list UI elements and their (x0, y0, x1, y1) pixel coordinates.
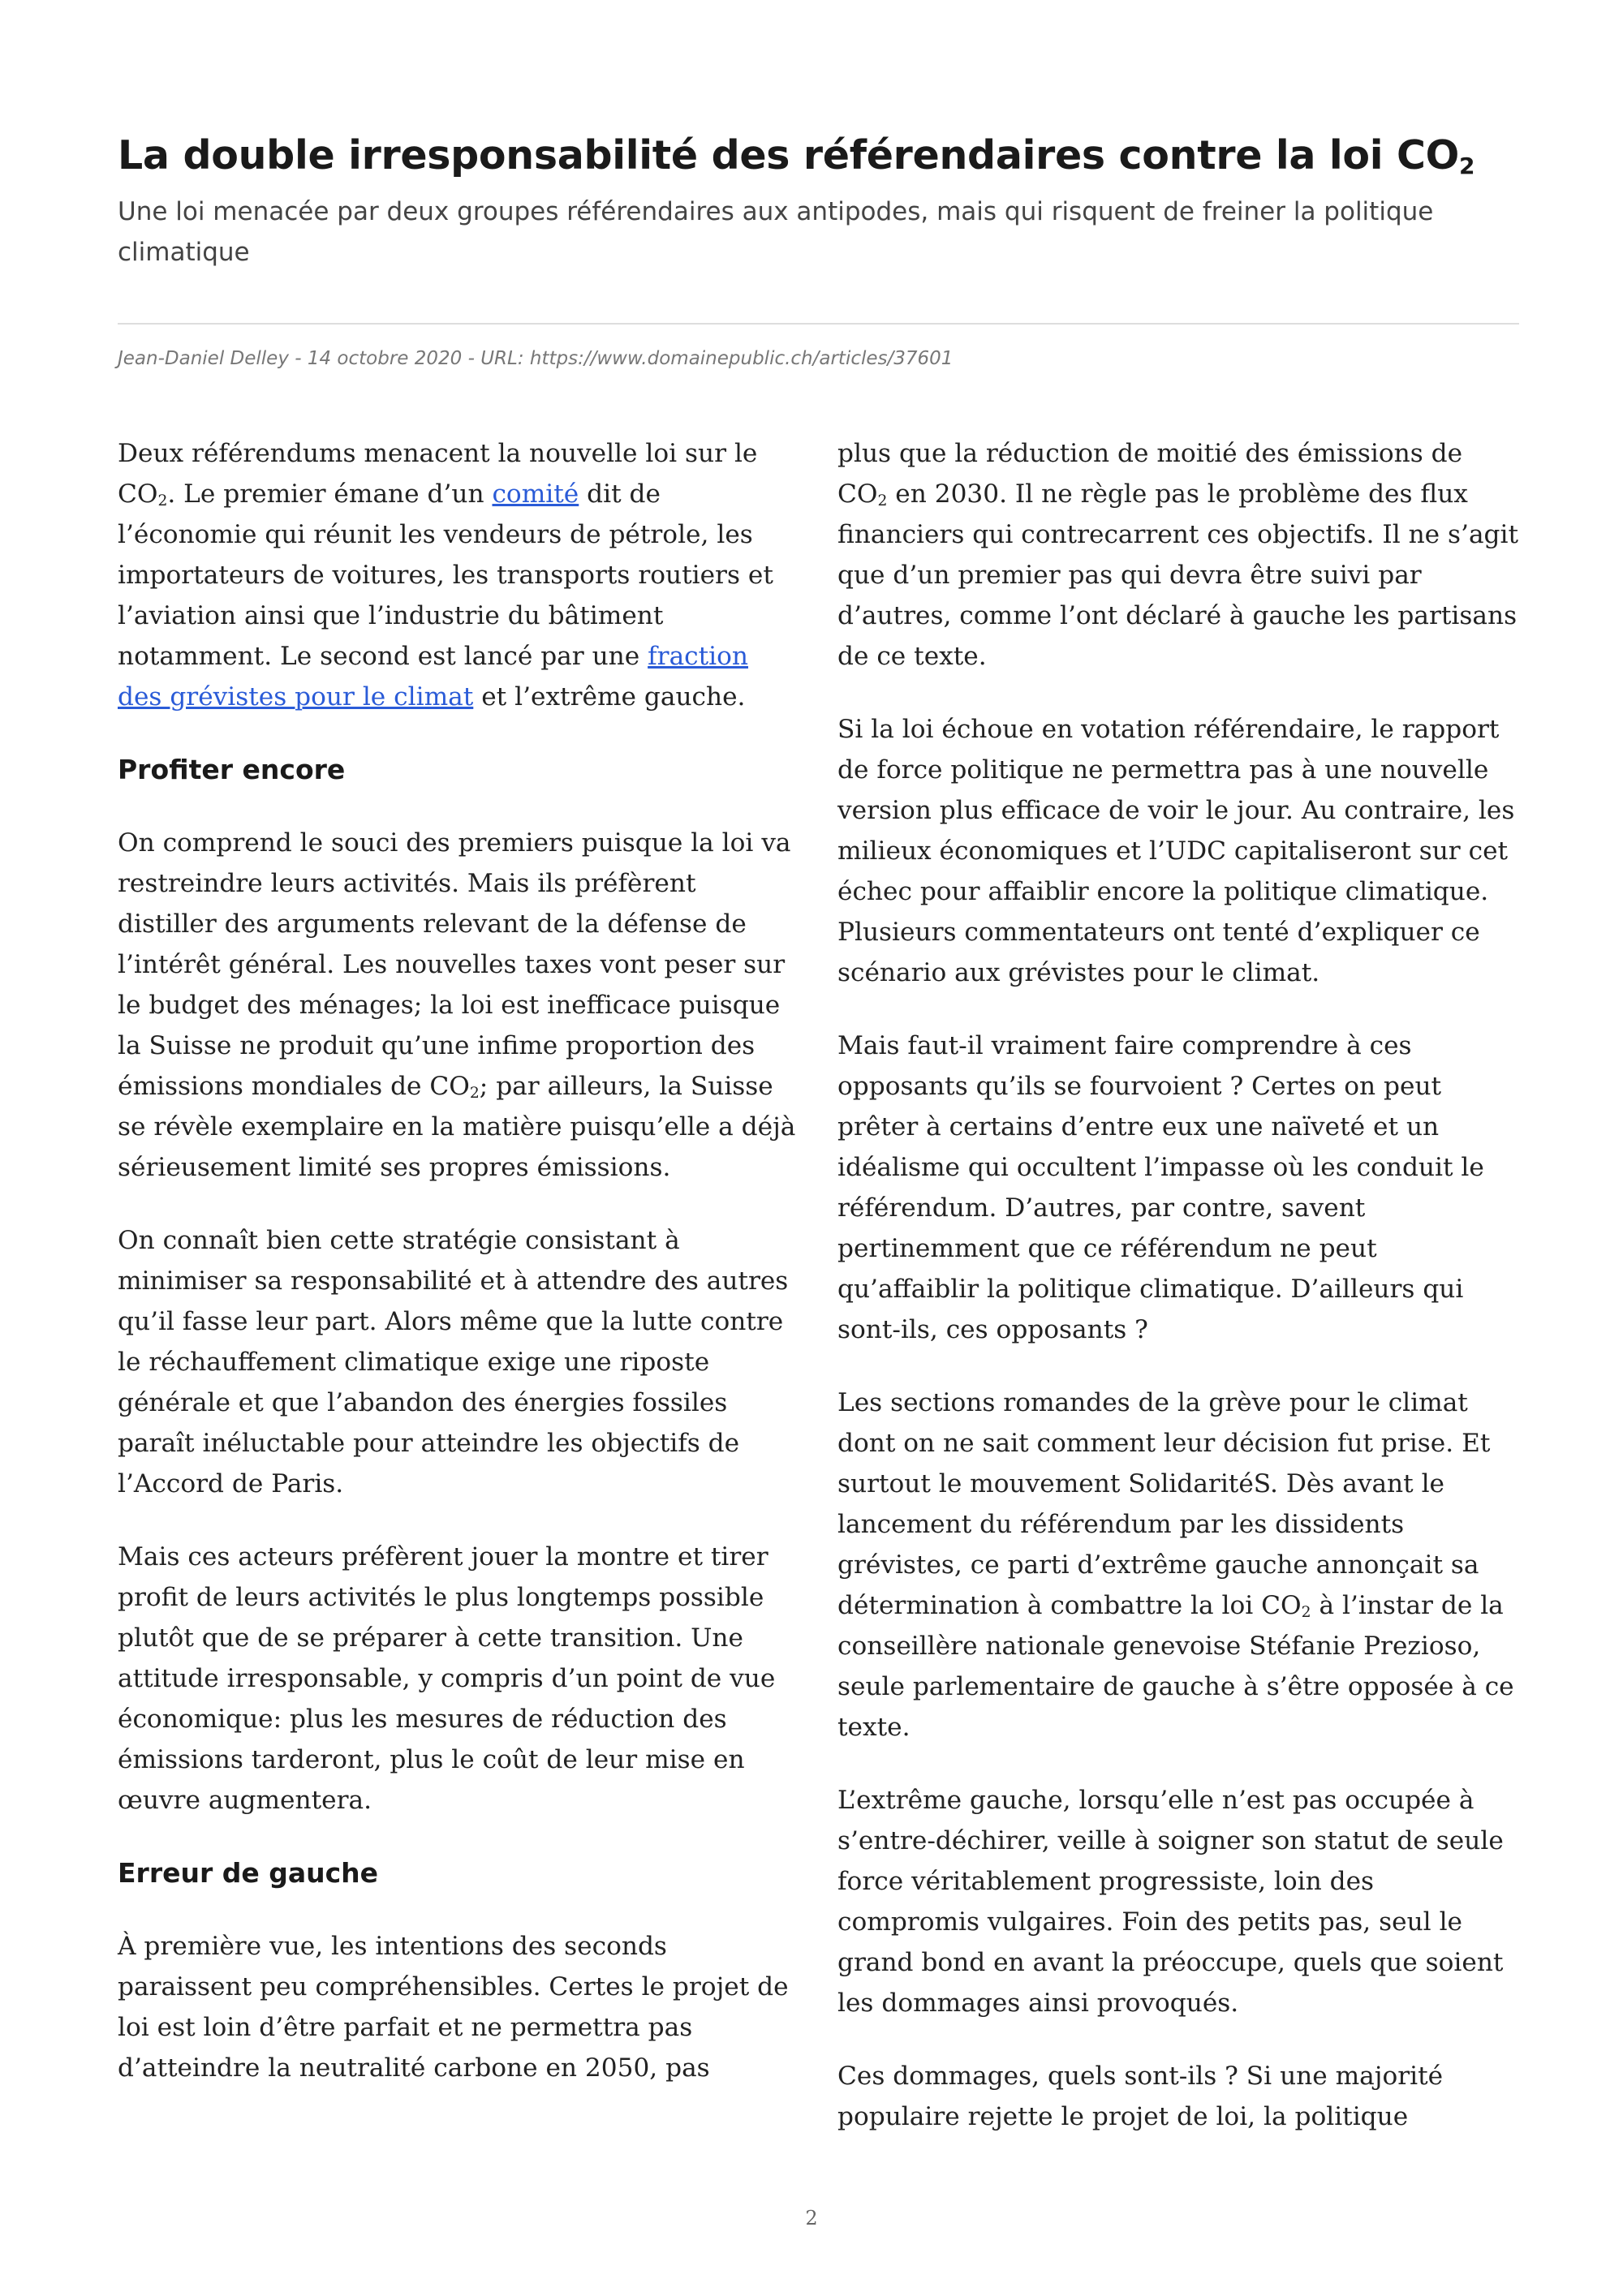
fraction-grevistes-link[interactable]: fraction des grévistes pour le climat (118, 642, 749, 712)
comite-link[interactable]: comité (492, 479, 579, 509)
paragraph: Mais faut-il vraiment faire comprendre à ces opposants qu’ils se fourvoient ? Certes on peut prêter à certains d’entre eux une naïveté et un idéalisme qui occultent l’impasse où les conduit le référendum. D’autres, par contre, savent pertinemment que ce référendum ne peut qu’affaiblir la politique climatique. D’ailleurs qui sont-ils, ces opposants ? (837, 1031, 1484, 1344)
text-run: plus que la réduction de moitié des émissions de CO (837, 439, 1463, 509)
article-title-subscript: 2 (1459, 153, 1475, 179)
paragraph: Ces dommages, quels sont-ils ? Si une majorité populaire rejette le projet de loi, la politique (837, 2062, 1444, 2131)
text-run: à l’instar de la conseillère nationale genevoise Stéfanie Prezioso, seule parlementaire de gauche à s’être opposée à ce texte. (837, 1591, 1514, 1742)
text-run: ; par ailleurs, la Suisse se révèle exemplaire en la matière puisqu’elle a déjà sérieusement limité ses propres émissions. (118, 1072, 796, 1182)
text-run: On comprend le souci des premiers puisque la loi va restreindre leurs activités. Mais ils préfèrent distiller des arguments relevant de la défense de l’intérêt général. Les nouvelles taxes vont peser sur le budget des ménages; la loi est inefficace puisque la Suisse ne produit qu’une infime proportion des émissions mondiales de CO (118, 828, 791, 1101)
article-byline: Jean-Daniel Delley - 14 octobre 2020 - URL: https://www.domainepublic.ch/articles/37601 (118, 348, 954, 369)
paragraph (837, 433, 1519, 677)
article-header (118, 130, 1519, 273)
left-column (118, 433, 799, 2121)
article-subtitle: Une loi menacée par deux groupes référendaires aux antipodes, mais qui risquent de freiner la politique climatique (118, 197, 1434, 267)
text-run: Les sections romandes de la grève pour le climat dont on ne sait comment leur décision fut prise. Et surtout le mouvement SolidaritéS. Dès avant le lancement du référendum par les dissidents grévistes, ce parti d’extrême gauche annonçait sa détermination à combattre la loi CO (837, 1388, 1491, 1620)
page-number: 2 (805, 2207, 818, 2229)
section-heading-profiter-encore: Profiter encore (118, 754, 346, 785)
article-title-text: La double irresponsabilité des référendaires contre la loi CO (118, 132, 1460, 178)
paragraph: L’extrême gauche, lorsqu’elle n’est pas occupée à s’entre-déchirer, veille à soigner son statut de seule force véritablement progressiste, loin des compromis vulgaires. Foin des petits pas, seul le grand bond en avant la préoccupe, quels que soient les dommages ainsi provoqués. (837, 1786, 1504, 2018)
text-run: et l’extrême gauche. (473, 682, 746, 712)
text-run: Deux référendums menacent la nouvelle loi sur le CO (118, 439, 758, 509)
paragraph (837, 1382, 1519, 1748)
subscript: 2 (157, 492, 168, 510)
paragraph (118, 433, 799, 717)
paragraph (118, 823, 799, 1188)
paragraph: Mais ces acteurs préfèrent jouer la montre et tirer profit de leurs activités le plus longtemps possible plutôt que de se préparer à cette transition. Une attitude irresponsable, y compris d’un point de vue économique: plus les mesures de réduction des émissions tarderont, plus le coût de leur mise en œuvre augmentera. (118, 1542, 776, 1815)
paragraph: On connaît bien cette stratégie consistant à minimiser sa responsabilité et à attendre des autres qu’il fasse leur part. Alors même que la lutte contre le réchauffement climatique exige une riposte générale et que l’abandon des énergies fossiles paraît inéluctable pour atteindre les objectifs de l’Accord de Paris. (118, 1226, 789, 1498)
article-title (118, 130, 1519, 182)
text-run: dit de l’économie qui réunit les vendeurs de pétrole, les importateurs de voitures, les transports routiers et l’aviation ainsi que l’industrie du bâtiment notamment. Le second est lancé par une (118, 479, 773, 671)
section-heading-erreur-de-gauche: Erreur de gauche (118, 1857, 379, 1889)
paragraph: Si la loi échoue en votation référendaire, le rapport de force politique ne permettra pas à une nouvelle version plus efficace de voir le jour. Au contraire, les milieux économiques et l’UDC capitaliseront sur cet échec pour affaiblir encore la politique climatique. Plusieurs commentateurs ont tenté d’expliquer ce scénario aux grévistes pour le climat. (837, 715, 1515, 987)
text-run: . Le premier émane d’un (167, 479, 493, 509)
subscript: 2 (1301, 1604, 1311, 1621)
subscript: 2 (469, 1085, 480, 1102)
right-column (837, 433, 1519, 2169)
subscript: 2 (877, 492, 888, 510)
paragraph: À première vue, les intentions des seconds paraissent peu compréhensibles. Certes le projet de loi est loin d’être parfait et ne permettra pas d’atteindre la neutralité carbone en 2050, pas (118, 1932, 789, 2083)
text-run: en 2030. Il ne règle pas le problème des flux financiers qui contrecarrent ces objectifs. Il ne s’agit que d’un premier pas qui devra être suivi par d’autres, comme l’ont déclaré à gauche les partisans de ce texte. (837, 479, 1519, 671)
header-divider (118, 323, 1519, 325)
